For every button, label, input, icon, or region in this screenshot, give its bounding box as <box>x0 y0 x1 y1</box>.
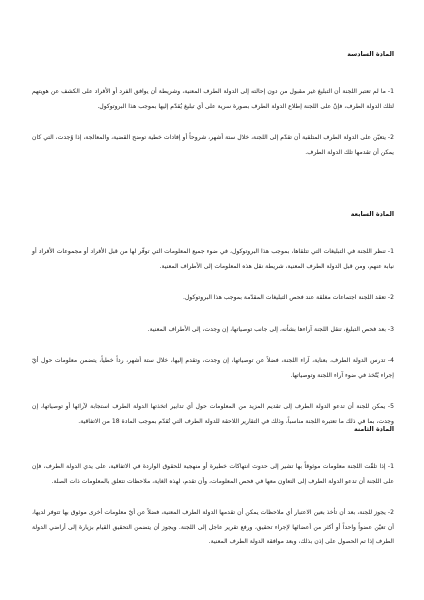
article-6 <box>32 50 394 210</box>
article-paragraph: 4- تدرس الدولة الطرف، بعناية، آراء اللجنة، فضلاً عن توصياتها، إن وجدت، وتقدم إليها، خلال ستة أشهر، رداً خطياً، يتضمن معلومات حول أيّ إجراء يُتّخذ في ضوء آراء اللجنة وتوصياتها. <box>32 357 394 379</box>
article-8 <box>32 425 394 600</box>
article-paragraph: 1- إذا تلقّت اللجنة معلومات موثوقاً بها تشير إلى حدوث انتهاكات خطيرة أو منهجية للحقوق الواردة في الاتفاقية، على يدي الدولة الطرف، فإن على اللجنة أن تدعو الدولة الطرف إلى التعاون معها في فحص المعلومات، وأن تقدم، لهذه الغاية، ملاحظات تتعلق بالمعلومات ذات الصلة. <box>32 463 394 485</box>
article-paragraph: 5- يمكن للجنة أن تدعو الدولة الطرف إلى تقديم المزيد من المعلومات حول أي تدابير اتخذتها الدولة الطرف استجابة لآرائها أو توصياتها، إن وجدت، بما في ذلك ما تعتبره اللجنة مناسباً، وذلك في التقارير اللاحقة للدولة الطرف التي تُقدّم بموجب المادة 18 من الاتفاقية. <box>32 403 394 425</box>
article-paragraph: 2- يجوز للجنة، بعد أن تأخذ بعين الاعتبار أي ملاحظات يمكن أن تقدمها الدولة الطرف المعنية، فضلاً عن أيّ معلومات أخرى موثوق بها تتوفر لديها، أن تعيّن عضواً واحداً أو أكثر من أعضائها لإجراء تحقيق، ورفع تقرير عاجل إلى اللجنة. ويجوز أن يتضمن التحقيق القيام بزيارة إلى أراضي الدولة الطرف إذا تم الحصول على إذن بذلك، وبعد موافقة الدولة الطرف المعنية. <box>32 509 394 545</box>
article-paragraph: 2- تعقد اللجنة اجتماعات مغلقة عند فحص التبليغات المقدّمة بموجب هذا البروتوكول. <box>182 294 394 301</box>
article-paragraph: 1- ما لم تعتبر اللجنة أن التبليغ غير مقبول من دون إحالته إلى الدولة الطرف المعنية، وشريطة أن يوافق الفرد أو الأفراد على الكشف عن هويتهم لتلك الدولة الطرف، فإنّ على اللجنة إطلاع الدولة الطرف بصورة سرية على أي تبليغ يُقدّم إليها بموجب هذا البروتوكول. <box>32 88 394 110</box>
article-paragraph: 2- يتعيّن على الدولة الطرف المتلقية أن تقدّم إلى اللجنة، خلال ستة أشهر، شروحاً أو إفادات خطية توضح القضية، والمعالجة، إذا وُجدت، التي كان يمكن أن تقدمها تلك الدولة الطرف. <box>32 134 394 156</box>
article-paragraph: 1- تنظر اللجنة في التبليغات التي تتلقاها، بموجب هذا البروتوكول، في ضوء جميع المعلومات التي توفّر لها من قبل الأفراد أو مجموعات الأفراد أو نيابة عنهم، ومن قبل الدولة الطرف المعنية، شريطة نقل هذه المعلومات إلى الأطراف المعنية. <box>32 248 394 270</box>
article-heading: المادة السادسة <box>347 51 394 58</box>
article-heading: المادة الثامنة <box>354 426 394 433</box>
article-heading: المادة السابعة <box>350 211 394 218</box>
article-paragraph: 3- بعد فحص التبليغ، تنقل اللجنة آراءها بشأنه، إلى جانب توصياتها، إن وجدت، إلى الأطراف المعنية. <box>147 325 394 333</box>
article-7 <box>32 210 394 425</box>
